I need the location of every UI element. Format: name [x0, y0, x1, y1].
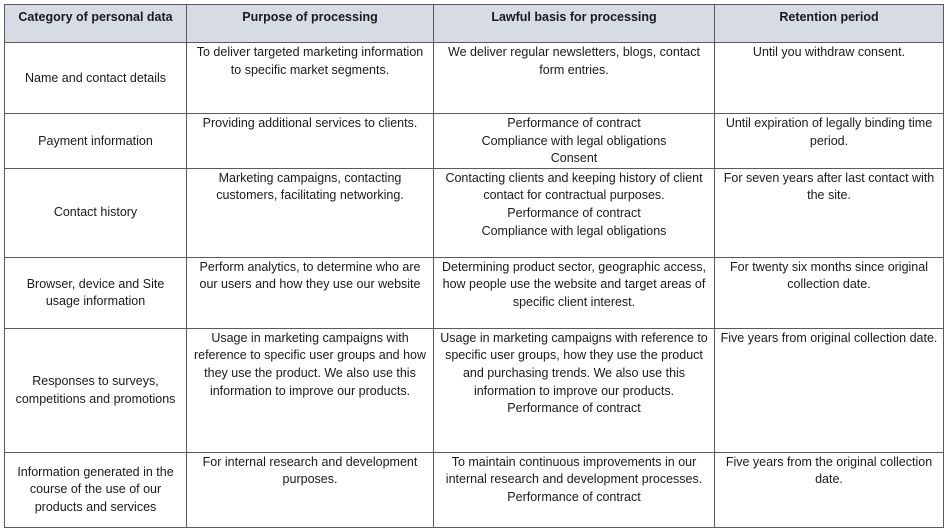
- category-cell: Responses to surveys, competitions and promotions: [5, 328, 187, 452]
- lawful-basis-cell: [434, 43, 715, 114]
- header-purpose: Purpose of processing: [187, 5, 434, 43]
- lawful-basis-line: Performance of contract: [507, 116, 641, 130]
- header-lawful-basis: Lawful basis for processing: [434, 5, 715, 43]
- lawful-basis-line: Performance of contract: [507, 489, 641, 504]
- lawful-basis-line: To maintain continuous improvements in our internal research and development processes.: [445, 454, 703, 487]
- lawful-basis-cell: [434, 257, 715, 328]
- purpose-cell: To deliver targeted marketing information to specific market segments.: [187, 43, 434, 114]
- category-cell: Payment information: [5, 114, 187, 169]
- retention-cell: For twenty six months since original collection date.: [715, 257, 944, 328]
- purpose-cell: Perform analytics, to determine who are our users and how they use our website: [187, 257, 434, 328]
- retention-cell: For seven years after last contact with the site.: [715, 168, 944, 257]
- retention-cell: Five years from original collection date.: [715, 328, 944, 452]
- category-cell: Information generated in the course of the use of our products and services: [5, 452, 187, 527]
- header-category: Category of personal data: [5, 5, 187, 43]
- category-cell: Name and contact details: [5, 43, 187, 114]
- lawful-basis-line: Performance of contract: [507, 401, 641, 416]
- lawful-basis-line: Compliance with legal obligations: [481, 223, 667, 238]
- lawful-basis-line: Usage in marketing campaigns with reference to specific user groups, how they use the product and purchasing trends. We also use this information to improve our products.: [440, 330, 708, 398]
- lawful-basis-cell: [434, 452, 715, 527]
- category-cell: Contact history: [5, 168, 187, 257]
- table-header-row: [5, 5, 944, 43]
- lawful-basis-line: Determining product sector, geographic access, how people use the website and target areas of specific client interest.: [441, 259, 707, 309]
- lawful-basis-line: We deliver regular newsletters, blogs, contact form entries.: [448, 45, 700, 77]
- header-retention: Retention period: [715, 5, 944, 43]
- table-row: [5, 257, 944, 328]
- retention-cell: Until you withdraw consent.: [715, 43, 944, 114]
- lawful-basis-line: Contacting clients and keeping history of client contact for contractual purposes.: [445, 170, 703, 203]
- table-row: [5, 43, 944, 114]
- purpose-cell: For internal research and development purposes.: [187, 452, 434, 527]
- lawful-basis-cell: [434, 114, 715, 169]
- lawful-basis-cell: [434, 328, 715, 452]
- table-row: [5, 328, 944, 452]
- table-row: [5, 114, 944, 169]
- table-row: [5, 168, 944, 257]
- purpose-cell: Marketing campaigns, contacting customers, facilitating networking.: [187, 168, 434, 257]
- purpose-cell: Usage in marketing campaigns with reference to specific user groups and how they use the product. We also use this information to improve our products.: [187, 328, 434, 452]
- personal-data-table: [4, 4, 944, 528]
- purpose-cell: Providing additional services to clients.: [187, 114, 434, 169]
- retention-cell: Until expiration of legally binding time period.: [715, 114, 944, 169]
- category-cell: Browser, device and Site usage information: [5, 257, 187, 328]
- retention-cell: Five years from the original collection date.: [715, 452, 944, 527]
- lawful-basis-line: Compliance with legal obligations: [481, 133, 667, 148]
- lawful-basis-line: Performance of contract: [507, 205, 641, 220]
- lawful-basis-line: Consent: [550, 151, 598, 166]
- table-row: [5, 452, 944, 527]
- lawful-basis-cell: [434, 168, 715, 257]
